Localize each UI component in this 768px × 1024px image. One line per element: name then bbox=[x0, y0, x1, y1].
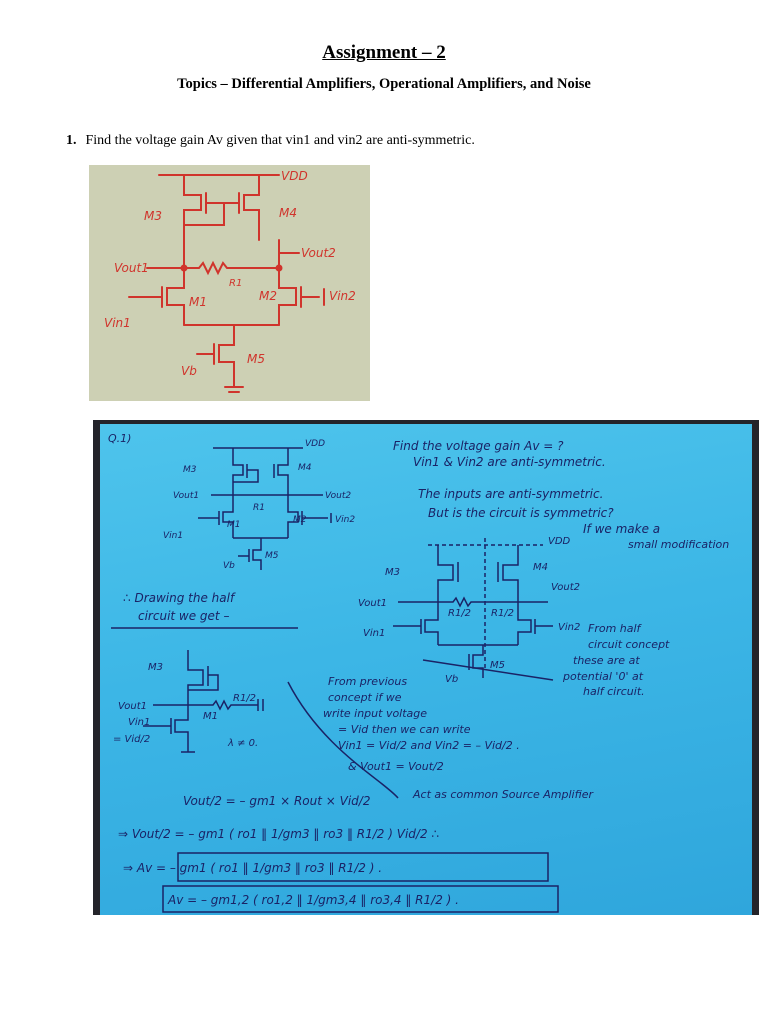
prev-concept-1: From previous bbox=[328, 675, 408, 688]
question-1 bbox=[66, 133, 475, 149]
circuit-photo bbox=[89, 165, 370, 401]
half-circuit-note-1: ∴ Drawing the half bbox=[123, 591, 235, 605]
sol-m4: M4 bbox=[298, 463, 312, 473]
mod-m3: M3 bbox=[385, 567, 400, 578]
equation-1-note: Act as common Source Amplifier bbox=[413, 788, 594, 801]
prev-concept-4: = Vid then we can write bbox=[338, 723, 471, 736]
inputs-note-1: The inputs are anti-symmetric. bbox=[418, 487, 604, 501]
half-vout1: Vout1 bbox=[118, 701, 147, 712]
sol-m5: M5 bbox=[265, 551, 279, 561]
circuit-diagram bbox=[89, 165, 370, 401]
vin1-label: Vin1 bbox=[104, 316, 131, 330]
mod-m5: M5 bbox=[490, 660, 505, 671]
sol-m1: M1 bbox=[227, 520, 241, 530]
solution-photo bbox=[93, 420, 759, 915]
m4-label: M4 bbox=[279, 206, 297, 220]
half-concept-2: circuit concept bbox=[588, 638, 670, 651]
page-subtitle: Topics – Differential Amplifiers, Operational Amplifiers, and Noise bbox=[177, 76, 591, 92]
prev-concept-6: & Vout1 = Vout/2 bbox=[348, 760, 444, 773]
half-m1: M1 bbox=[203, 711, 218, 722]
sol-vout1: Vout1 bbox=[173, 491, 200, 501]
prev-concept-3: write input voltage bbox=[323, 707, 428, 720]
mod-vout1: Vout1 bbox=[358, 598, 387, 609]
vb-label: Vb bbox=[181, 364, 197, 378]
problem-note-2: Vin1 & Vin2 are anti-symmetric. bbox=[413, 455, 606, 469]
problem-note-1: Find the voltage gain Av = ? bbox=[393, 439, 564, 453]
half-vid: = Vid/2 bbox=[113, 734, 151, 745]
sol-vb: Vb bbox=[223, 561, 235, 571]
sol-m3: M3 bbox=[183, 465, 197, 475]
vout2-label: Vout2 bbox=[301, 246, 336, 260]
equation-4: Av = – gm1,2 ( ro1,2 ‖ 1/gm3,4 ‖ ro3,4 ‖ R1/2 ) . bbox=[168, 893, 459, 907]
mod-m4: M4 bbox=[533, 562, 548, 573]
equation-3: ⇒ Av = – gm1 ( ro1 ‖ 1/gm3 ‖ ro3 ‖ R1/2 ) . bbox=[123, 861, 383, 875]
mod-r1a: R1/2 bbox=[448, 608, 472, 619]
mod-vout2: Vout2 bbox=[551, 582, 580, 593]
m1-label: M1 bbox=[189, 295, 207, 309]
solution-sheet bbox=[93, 420, 759, 915]
sol-vdd: VDD bbox=[305, 439, 326, 449]
page-title: Assignment – 2 bbox=[322, 42, 446, 63]
half-concept-5: half circuit. bbox=[583, 685, 645, 698]
question-number: 1. bbox=[66, 133, 77, 148]
half-vin1: Vin1 bbox=[128, 717, 151, 728]
inputs-note-3: If we make a bbox=[583, 522, 661, 536]
inputs-note-4: small modification bbox=[628, 538, 730, 551]
sol-r1: R1 bbox=[253, 503, 265, 513]
equation-2: ⇒ Vout/2 = – gm1 ( ro1 ‖ 1/gm3 ‖ ro3 ‖ R1/2 ) Vid/2 ∴ bbox=[118, 827, 440, 841]
question-text: Find the voltage gain Av given that vin1 and vin2 are anti-symmetric. bbox=[85, 133, 475, 148]
vin2-label: Vin2 bbox=[329, 289, 356, 303]
half-lambda: λ ≠ 0. bbox=[228, 738, 259, 749]
sol-m2: M2 bbox=[293, 515, 307, 525]
sol-vout2: Vout2 bbox=[325, 491, 352, 501]
prev-concept-2: concept if we bbox=[328, 691, 402, 704]
half-concept-3: these are at bbox=[573, 654, 640, 667]
half-concept-1: From half bbox=[588, 622, 641, 635]
half-concept-4: potential '0' at bbox=[563, 670, 644, 683]
mod-vin2: Vin2 bbox=[558, 622, 581, 633]
equation-1: Vout/2 = – gm1 × Rout × Vid/2 bbox=[183, 794, 371, 808]
mod-r1b: R1/2 bbox=[491, 608, 515, 619]
prev-concept-5: Vin1 = Vid/2 and Vin2 = – Vid/2 . bbox=[338, 739, 520, 752]
vout1-label: Vout1 bbox=[114, 261, 149, 275]
m3-label: M3 bbox=[144, 209, 162, 223]
mod-vb: Vb bbox=[445, 674, 459, 685]
m5-label: M5 bbox=[247, 352, 265, 366]
mod-vdd: VDD bbox=[548, 536, 571, 547]
half-r1: R1/2 bbox=[233, 693, 257, 704]
mod-vin1: Vin1 bbox=[363, 628, 386, 639]
half-m3: M3 bbox=[148, 662, 163, 673]
sol-vin1: Vin1 bbox=[163, 531, 184, 541]
vdd-label: VDD bbox=[281, 169, 308, 183]
r1-label: R1 bbox=[229, 278, 243, 289]
m2-label: M2 bbox=[259, 289, 277, 303]
sol-vin2: Vin2 bbox=[335, 515, 356, 525]
half-circuit-note-2: circuit we get – bbox=[138, 609, 230, 623]
inputs-note-2: But is the circuit is symmetric? bbox=[428, 506, 614, 520]
q-label: Q.1) bbox=[108, 432, 132, 445]
